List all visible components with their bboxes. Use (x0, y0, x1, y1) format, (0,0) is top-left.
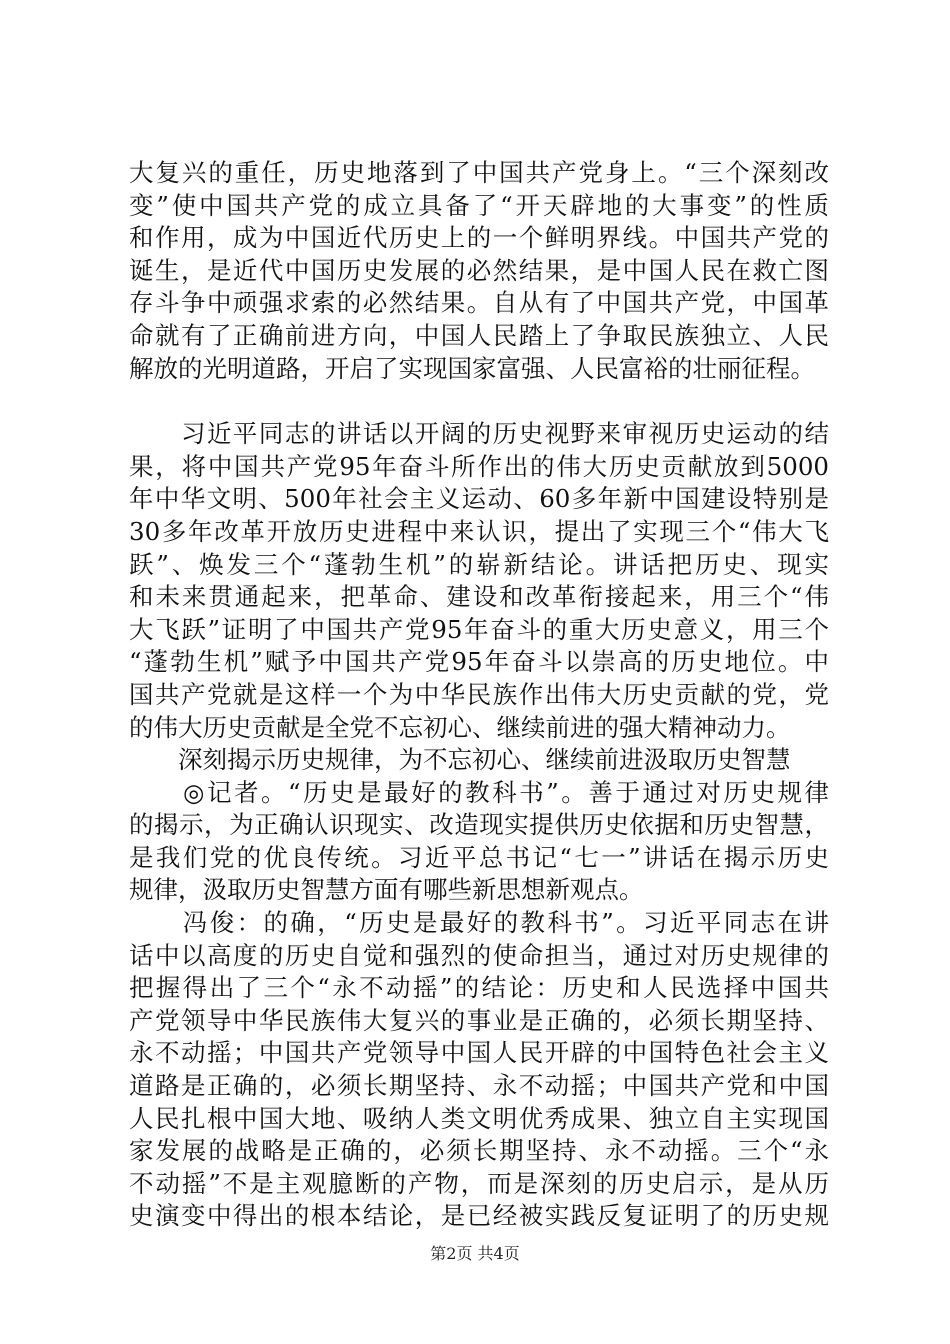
text-line: 30多年改革开放历史进程中来认识，提出了实现三个“伟大飞 (129, 516, 829, 546)
text-line: 和未来贯通起来，把革命、建设和改革衔接起来，用三个“伟 (129, 582, 829, 612)
paragraph-answer (129, 907, 829, 1233)
text-line: 大飞跃”证明了中国共产党95年奋斗的重大历史意义，用三个 (129, 614, 829, 644)
text-line: 史演变中得出的根本结论，是已经被实践反复证明了的历史规 (129, 1201, 829, 1231)
document-body (129, 157, 829, 1233)
text-line: 家发展的战略是正确的，必须长期坚持、永不动摇。三个“永 (129, 1136, 829, 1166)
text-line: 话中以高度的历史自觉和强烈的使命担当，通过对历史规律的 (129, 940, 829, 970)
text-line: 国共产党就是这样一个为中华民族作出伟大历史贡献的党，党 (129, 679, 829, 709)
text-line: 和作用，成为中国近代历史上的一个鲜明界线。中国共产党的 (129, 223, 829, 253)
paragraph-2 (129, 418, 829, 744)
text-line: 规律，汲取历史智慧方面有哪些新思想新观点。 (129, 875, 644, 905)
text-line: 跃”、焕发三个“蓬勃生机”的崭新结论。讲话把历史、现实 (129, 549, 829, 579)
text-line: 产党领导中华民族伟大复兴的事业是正确的，必须长期坚持、 (129, 1005, 829, 1035)
text-line: 解放的光明道路，开启了实现国家富强、人民富裕的壮丽征程。 (129, 353, 815, 383)
paragraph-question (129, 777, 829, 907)
text-line: 果，将中国共产党95年奋斗所作出的伟大历史贡献放到5000 (129, 451, 829, 481)
text-line: 存斗争中顽强求索的必然结果。自从有了中国共产党，中国革 (129, 288, 829, 318)
text-line: 道路是正确的，必须长期坚持、永不动摇；中国共产党和中国 (129, 1071, 829, 1101)
text-line: 人民扎根中国大地、吸纳人类文明优秀成果、独立自主实现国 (129, 1103, 829, 1133)
text-line: 是我们党的优良传统。习近平总书记“七一”讲话在揭示历史 (129, 842, 829, 872)
paragraph-spacer (129, 385, 829, 418)
text-line: 深刻揭示历史规律，为不忘初心、继续前进汲取历史智慧 (129, 745, 791, 775)
text-line: 永不动摇；中国共产党领导中国人民开辟的中国特色社会主义 (129, 1038, 829, 1068)
text-line: 的伟大历史贡献是全党不忘初心、继续前进的强大精神动力。 (129, 712, 791, 742)
text-line: 诞生，是近代中国历史发展的必然结果，是中国人民在救亡图 (129, 255, 829, 285)
section-heading (129, 744, 829, 777)
text-line: 年中华文明、500年社会主义运动、60多年新中国建设特别是 (129, 484, 829, 514)
text-line: 把握得出了三个“永不动摇”的结论：历史和人民选择中国共 (129, 973, 829, 1003)
paragraph-1 (129, 157, 829, 385)
text-line: ◎记者。“历史是最好的教科书”。善于通过对历史规律 (129, 777, 829, 807)
text-line: 冯俊：的确，“历史是最好的教科书”。习近平同志在讲 (129, 908, 829, 938)
text-line: 变”使中国共产党的成立具备了“开天辟地的大事变”的性质 (129, 190, 829, 220)
text-line: 习近平同志的讲话以开阔的历史视野来审视历史运动的结 (129, 419, 829, 449)
text-line: 命就有了正确前进方向，中国人民踏上了争取民族独立、人民 (129, 320, 829, 350)
text-line: 的揭示，为正确认识现实、改造现实提供历史依据和历史智慧， (129, 810, 829, 840)
text-line: “蓬勃生机”赋予中国共产党95年奋斗以崇高的历史地位。中 (129, 647, 829, 677)
text-line: 不动摇”不是主观臆断的产物，而是深刻的历史启示，是从历 (129, 1168, 829, 1198)
page-number-footer: 第2页 共4页 (430, 1244, 520, 1263)
text-line: 大复兴的重任，历史地落到了中国共产党身上。“三个深刻改 (129, 158, 829, 187)
